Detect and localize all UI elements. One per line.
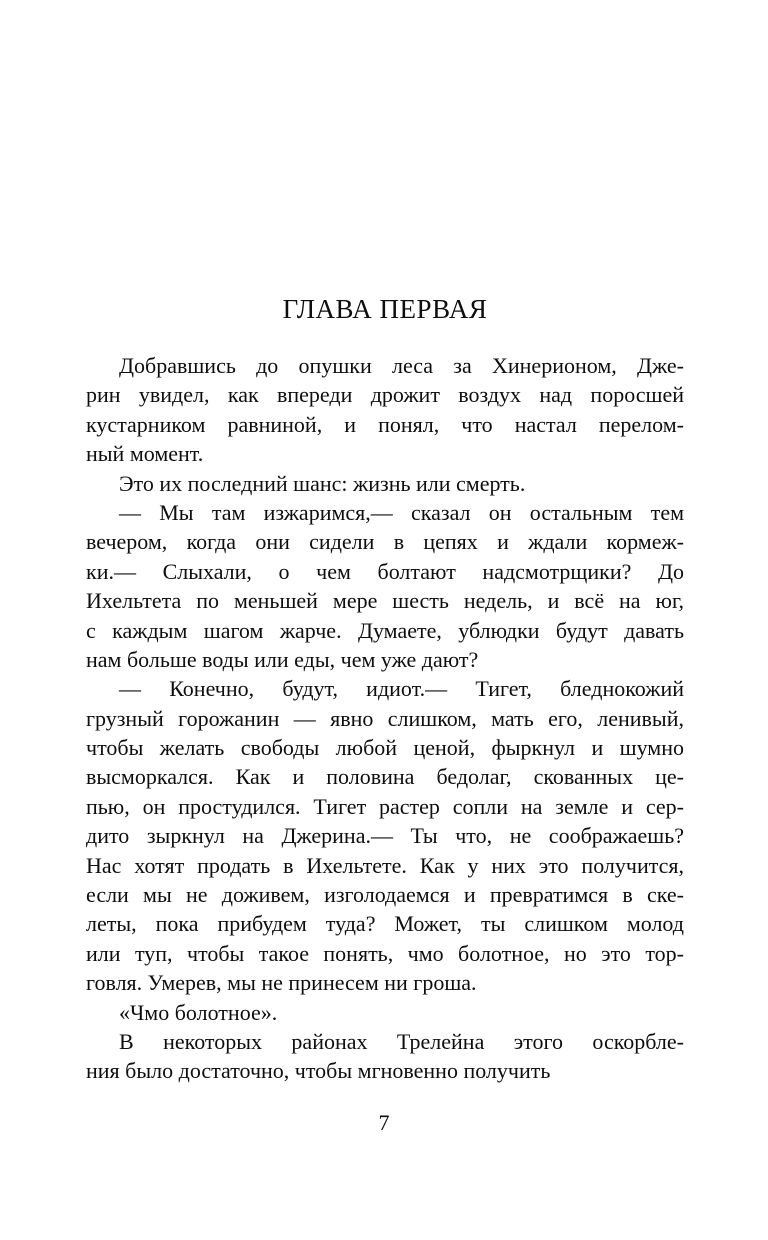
text-line: кустарником равниной, и понял, что настал перелом- [86, 411, 684, 437]
paragraph [86, 498, 684, 674]
text-line: или туп, чтобы такое понять, чмо болотное, но это тор- [86, 940, 684, 966]
paragraph [86, 674, 684, 997]
text-line: ния было достаточно, чтобы мгновенно получить [86, 1058, 551, 1084]
text-line: чтобы желать свободы любой ценой, фыркнул и шумно [86, 735, 684, 761]
paragraph [86, 351, 684, 469]
text-line: Добравшись до опушки леса за Хинерионом, Дже- [119, 353, 684, 378]
text-line: пью, он простудился. Тигет растер сопли на земле и сер- [86, 793, 684, 819]
text-line: Ихельтета по меньшей мере шесть недель, и всё на юг, [86, 588, 684, 614]
text-line: рин увидел, как впереди дрожит воздух над поросшей [86, 382, 684, 408]
text-line: вечером, когда они сидели в цепях и ждали кормеж- [86, 529, 684, 555]
paragraph [86, 469, 684, 498]
text-line: грузный горожанин — явно слишком, мать его, ленивый, [86, 705, 684, 731]
text-line: — Мы там изжаримся,— сказал он остальным тем [119, 499, 684, 525]
chapter-title: ГЛАВА ПЕРВАЯ [282, 294, 488, 324]
text-line: — Конечно, будут, идиот.— Тигет, бледнокожий [119, 676, 684, 702]
text-line: ки.— Слыхали, о чем болтают надсмотрщики? До [86, 558, 684, 584]
text-line: высморкался. Как и половина бедолаг, скованных це- [86, 764, 684, 790]
text-line: нам больше воды или еды, чем уже дают? [86, 646, 479, 672]
paragraph [86, 1027, 684, 1086]
body-text [86, 351, 684, 1086]
page-number: 7 [378, 1110, 390, 1135]
text-line: Это их последний шанс: жизнь или смерть. [119, 470, 526, 496]
text-line: с каждым шагом жарче. Думаете, ублюдки будут давать [86, 617, 684, 643]
text-line: леты, пока прибудем туда? Может, ты слишком молод [86, 911, 684, 937]
paragraph [86, 998, 684, 1027]
text-line: говля. Умерев, мы не принесем ни гроша. [86, 970, 477, 996]
text-line: если мы не доживем, изголодаемся и превратимся в ске- [86, 882, 684, 908]
text-line: ный момент. [86, 441, 204, 467]
text-line: Нас хотят продать в Ихельтете. Как у них это получится, [86, 852, 684, 878]
text-line: дито зыркнул на Джерина.— Ты что, не соображаешь? [86, 823, 684, 849]
text-line: «Чмо болотное». [119, 999, 278, 1025]
text-line: В некоторых районах Трелейна этого оскорбле- [119, 1028, 684, 1054]
